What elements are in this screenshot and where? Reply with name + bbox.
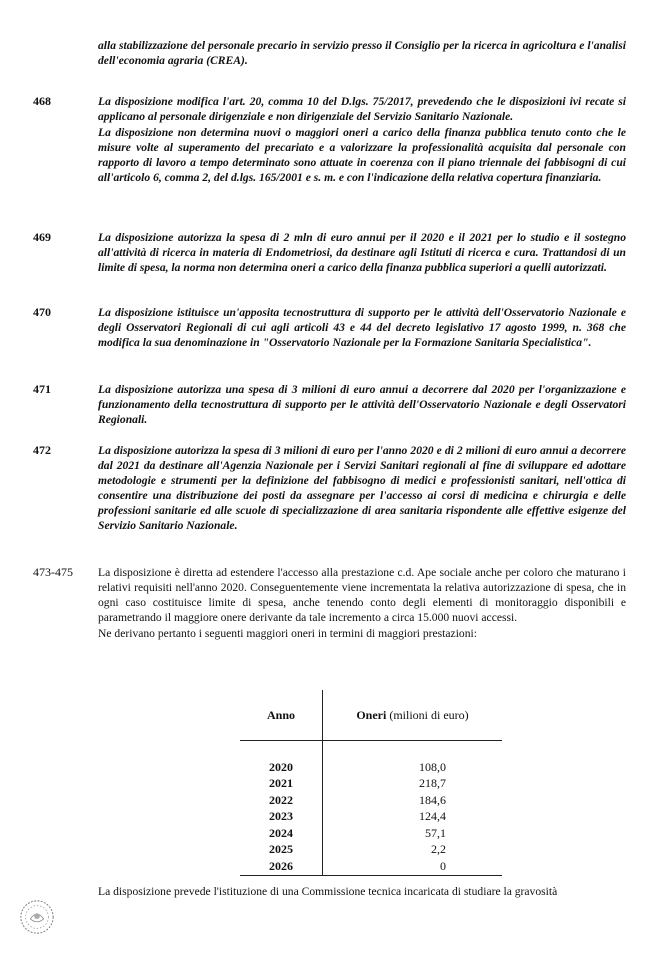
item-number-470: 470 [33,305,51,319]
table-row [240,759,502,776]
table-cell-year: 2021 [240,776,323,793]
table-cell-year: 2023 [240,809,323,826]
table-cell-year: 2022 [240,792,323,809]
table-cell-year: 2020 [240,759,323,776]
item-473-475-paragraph-2: Ne derivano pertanto i seguenti maggiori oneri in termini di maggiori prestazioni: [98,627,477,640]
intro-paragraph: alla stabilizzazione del personale precario in servizio presso il Consiglio per la ricerca in agricoltura e l'analisi dell'economia agraria (CREA). [98,39,626,67]
table-cell-year: 2026 [240,858,323,875]
oneri-table [240,690,502,876]
item-473-475-text [98,565,626,641]
item-468-paragraph-2: La disposizione non determina nuovi o maggiori oneri a carico della finanza pubblica tenuto conto che le misure volte al superamento del precariato e a valorizzare la professionalità acquisita dal personale con rapporto di lavoro a tempo determinato sono attuate in coerenza con il piano triennale dei fabbisogni di cui all'articolo 6, comma 2, del d.lgs. 165/2001 e s. m. e con l'indicazione della relativa copertura finanziaria. [98,126,626,184]
table-cell-value: 184,6 [419,792,446,807]
item-473-475-paragraph-1: La disposizione è diretta ad estendere l'accesso alla prestazione c.d. Ape sociale anche per coloro che maturano i relativi requisiti nell'anno 2020. Conseguentemente viene incrementata la relativa autorizzazione di spesa, che in ogni caso costituisce limite di spesa, anche tenendo conto degli elementi di monitoraggio disponibili e parametrando il maggiore onere derivante da tale incremento a circa 15.000 nuovi accessi. [98,566,626,624]
table-cell-value: 0 [323,858,503,875]
item-number-472: 472 [33,443,51,457]
table-cell-value: 57,1 [425,825,446,840]
table-cell-value: 218,7 [419,776,446,791]
table-header-cost [323,690,503,741]
item-number-471: 471 [33,382,51,396]
item-468-paragraph-1: La disposizione modifica l'art. 20, comma 10 del D.lgs. 75/2017, prevedendo che le disposizioni ivi recate si applicano al personale dirigenziale e non dirigenziale del Servizio Sanitario Nazionale. [98,95,626,123]
item-468-text [98,94,626,185]
item-number-468: 468 [33,94,51,108]
item-472-paragraph-1: La disposizione autorizza la spesa di 3 milioni di euro per l'anno 2020 e di 2 milioni di euro annui a decorrere dal 2021 da destinare all'Agenzia Nazionale per i Servizi Sanitari regionali al fine di sviluppare ed adottare metodologie e strumenti per la definizione del fabbisogno di medici e professionisti sanitari, nell'ottica di consentire una distribuzione dei posti da assegnare per l'accesso ai corsi di medicina e chirurgia e delle professioni sanitarie ed alle scuole di specializzazione di area sanitaria rispondente alle effettive esigenze del Servizio Sanitario Nazionale. [98,444,626,532]
table-row [240,776,502,793]
table-row [240,825,502,842]
table-cell-value: 124,4 [419,809,446,824]
table-row [240,842,502,859]
item-number-473-475: 473-475 [33,565,73,579]
table-cell-year: 2024 [240,825,323,842]
table-row [240,792,502,809]
item-471-paragraph-1: La disposizione autorizza una spesa di 3 milioni di euro annui a decorrere dal 2020 per l'organizzazione e funzionamento della tecnostruttura di supporto per le attività dell'Osservatorio Nazionale e degli Osservatori Regionali. [98,383,626,426]
table-header-year: Anno [240,690,323,741]
table-cell-value: 108,0 [419,759,446,774]
table-cell-year: 2025 [240,842,323,859]
table-header-cost-label: Oneri [356,707,387,722]
item-469-paragraph-1: La disposizione autorizza la spesa di 2 mln di euro annui per il 2020 e il 2021 per lo studio e il sostegno all'attività di ricerca in materia di Endometriosi, da destinare agli Istituti di ricerca e cura. Trattandosi di un limite di spesa, la norma non determina oneri a carico della finanza pubblica superiori a quelli autorizzati. [98,231,626,274]
table-header-cost-unit: (milioni di euro) [389,707,469,722]
table-row [240,809,502,826]
item-470-paragraph-1: La disposizione istituisce un'apposita tecnostruttura di supporto per le attività dell'Osservatorio Nazionale e degli Osservatori Regionali di cui agli articoli 43 e 44 del decreto legislativo 17 agosto 1999, n. 368 che modifica la sua denominazione in "Osservatorio Nazionale per la Formazione Sanitaria Specialistica". [98,306,626,349]
table-cell-value: 2,2 [431,842,446,857]
seal-stamp-icon [18,898,56,936]
table-row [240,858,502,875]
closing-paragraph: La disposizione prevede l'istituzione di una Commissione tecnica incaricata di studiare la gravosità [98,885,558,898]
item-number-469: 469 [33,230,51,244]
table-header-row [240,690,502,741]
